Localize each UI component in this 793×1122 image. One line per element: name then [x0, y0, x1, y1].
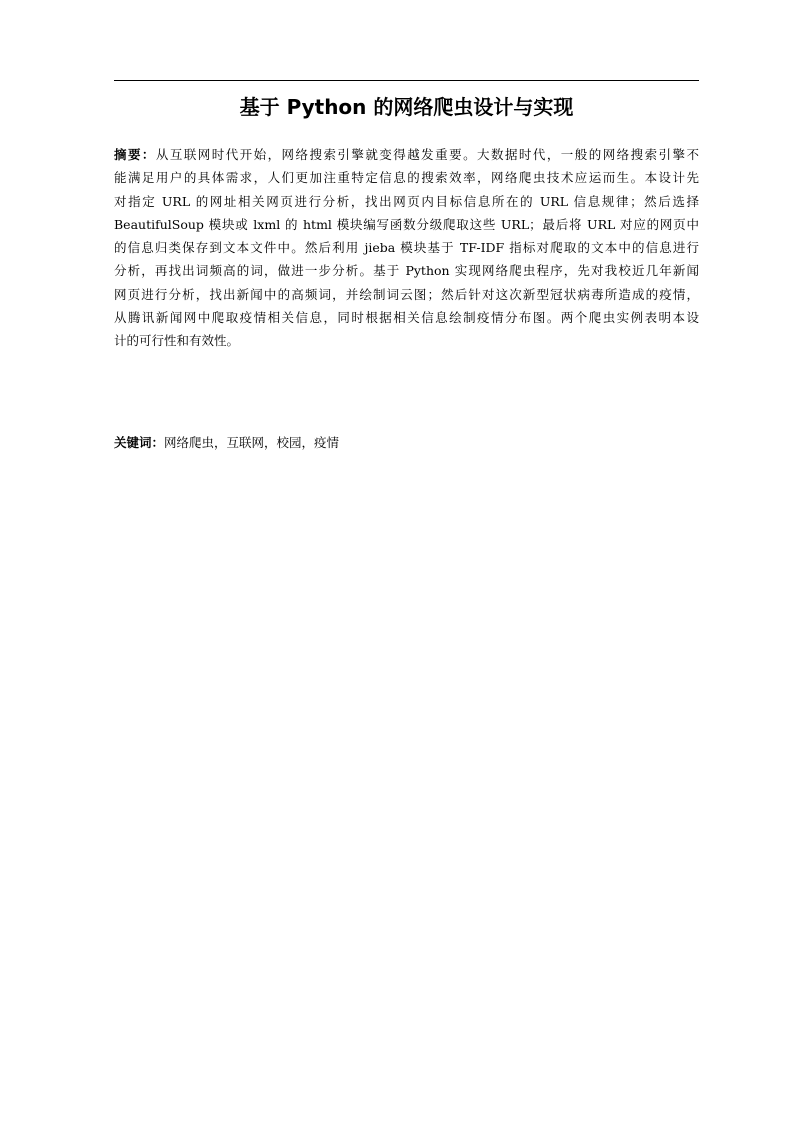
- abstract-line-9: 计的可行性和有效性。: [114, 333, 240, 349]
- document-title: 基于 Python 的网络爬虫设计与实现: [239, 95, 574, 119]
- abstract-line-4: BeautifulSoup 模块或 lxml 的 html 模块编写函数分级爬取这些 URL；最后将 URL 对应的网页中: [114, 216, 699, 232]
- abstract-line-3: 对指定 URL 的网址相关网页进行分析，找出网页内目标信息所在的 URL 信息规律；然后选择: [114, 193, 699, 209]
- keywords-line: [114, 431, 699, 454]
- keywords-text: 网络爬虫，互联网，校园，疫情: [164, 435, 340, 450]
- header-rule: [114, 80, 699, 81]
- abstract-line-8: 从腾讯新闻网中爬取疫情相关信息，同时根据相关信息绘制疫情分布图。两个爬虫实例表明本设: [114, 310, 699, 326]
- abstract-line-2: 能满足用户的具体需求，人们更加注重特定信息的搜索效率，网络爬虫技术应运而生。本设计先: [114, 170, 699, 186]
- abstract-line-7: 网页进行分析，找出新闻中的高频词，并绘制词云图；然后针对这次新型冠状病毒所造成的疫情，: [114, 286, 699, 302]
- abstract-line-1: [114, 143, 699, 166]
- abstract-text: 从互联网时代开始，网络搜索引擎就变得越发重要。大数据时代，一般的网络搜索引擎不: [155, 147, 699, 162]
- abstract-label: 摘要：: [114, 147, 156, 162]
- keywords-label: 关键词：: [114, 435, 165, 450]
- abstract-line-5: 的信息归类保存到文本文件中。然后利用 jieba 模块基于 TF-IDF 指标对爬取的文本中的信息进行: [114, 240, 699, 256]
- abstract-paragraph: [114, 143, 699, 353]
- abstract-line-6: 分析，再找出词频高的词，做进一步分析。基于 Python 实现网络爬虫程序，先对我校近几年新闻: [114, 263, 699, 279]
